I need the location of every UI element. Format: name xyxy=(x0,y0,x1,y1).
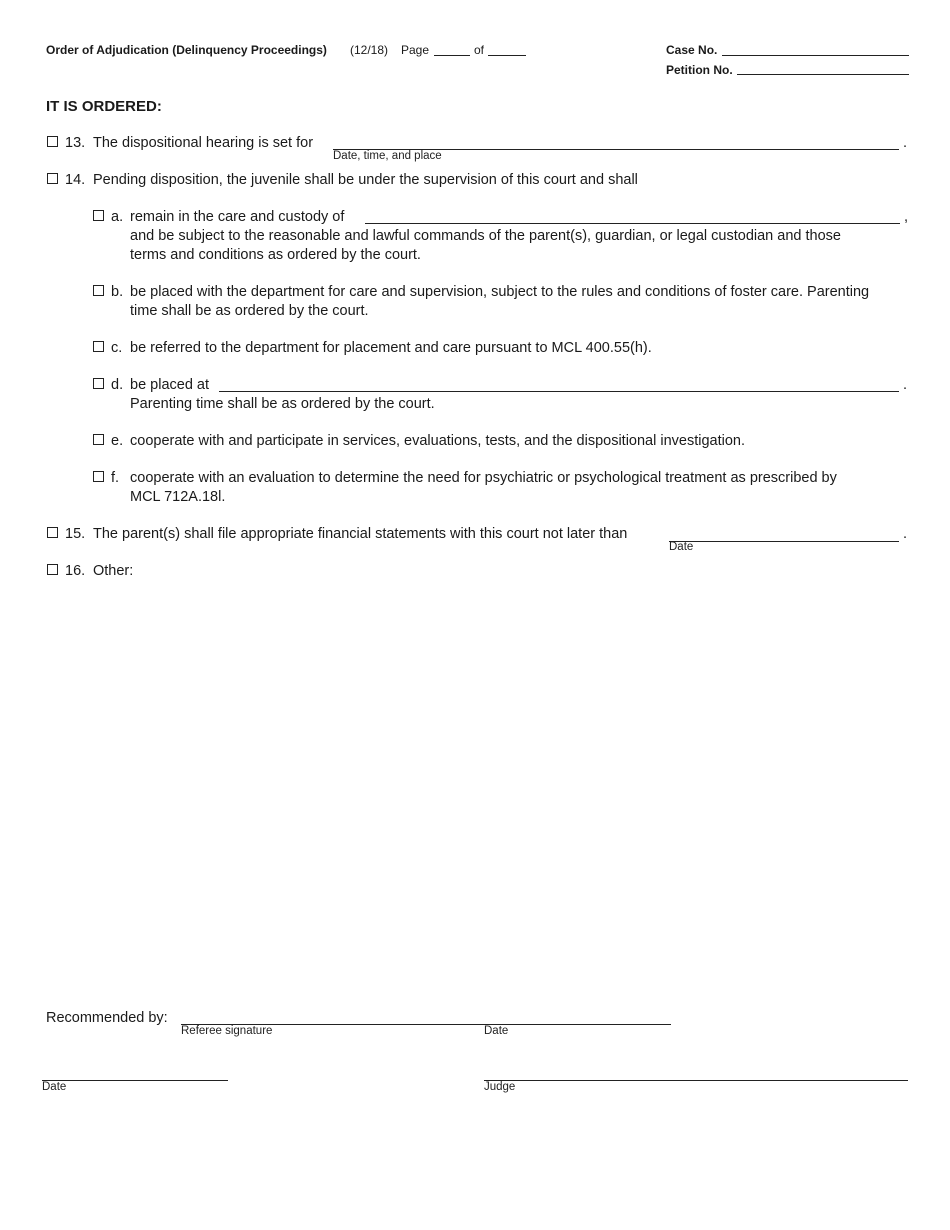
item-14e-text: cooperate with and participate in services, evaluations, tests, and the dispositional investigation. xyxy=(130,433,745,449)
judge-signature-field[interactable] xyxy=(484,1080,908,1081)
item-14c-letter: c. xyxy=(111,340,123,356)
referee-signature-caption: Referee signature xyxy=(181,1025,273,1037)
case-no-field[interactable] xyxy=(722,55,909,56)
item-14d-text: be placed at xyxy=(130,377,210,393)
form-title: Order of Adjudication (Delinquency Proceedings) xyxy=(46,43,327,57)
item-13-period: . xyxy=(903,135,908,151)
item-15-text: The parent(s) shall file appropriate financial statements with this court not later than xyxy=(93,526,628,542)
of-label: of xyxy=(474,43,485,57)
item-14d-line2: Parenting time shall be as ordered by the court. xyxy=(130,396,435,412)
item-15-number: 15. xyxy=(65,526,86,542)
item-16-text: Other: xyxy=(93,563,134,579)
referee-date-caption: Date xyxy=(484,1025,509,1037)
case-no-label: Case No. xyxy=(666,43,718,57)
item-14b-checkbox[interactable] xyxy=(93,285,104,296)
item-16-number: 16. xyxy=(65,563,86,579)
item-14a-letter: a. xyxy=(111,209,124,225)
financial-statement-date-caption: Date xyxy=(669,541,694,553)
item-14f-checkbox[interactable] xyxy=(93,471,104,482)
custody-of-field[interactable] xyxy=(365,223,900,224)
item-14-text: Pending disposition, the juvenile shall be under the supervision of this court and shall xyxy=(93,172,638,188)
item-14a-comma: , xyxy=(904,209,909,225)
item-14c-checkbox[interactable] xyxy=(93,341,104,352)
page-total-field[interactable] xyxy=(488,55,526,56)
item-16-checkbox[interactable] xyxy=(47,564,58,575)
item-14b-line1: be placed with the department for care and supervision, subject to the rules and conditions of foster care. Parenting xyxy=(130,284,870,300)
judge-date-caption: Date xyxy=(42,1081,67,1093)
item-14c-text: be referred to the department for placement and care pursuant to MCL 400.55(h). xyxy=(130,340,652,356)
item-13-number: 13. xyxy=(65,135,86,151)
item-14a-line2: and be subject to the reasonable and lawful commands of the parent(s), guardian, or legal custodian and those xyxy=(130,228,841,244)
form-revision: (12/18) xyxy=(350,43,389,57)
judge-caption: Judge xyxy=(484,1081,516,1093)
item-14a-checkbox[interactable] xyxy=(93,210,104,221)
item-14f-letter: f. xyxy=(111,470,120,486)
petition-no-field[interactable] xyxy=(737,74,909,75)
item-15-period: . xyxy=(903,526,908,542)
hearing-date-caption: Date, time, and place xyxy=(333,150,442,162)
item-14f-line2: MCL 712A.18l. xyxy=(130,489,226,505)
page-number-field[interactable] xyxy=(434,55,470,56)
item-14a-line3: terms and conditions as ordered by the court. xyxy=(130,247,421,263)
item-14d-period: . xyxy=(903,377,908,393)
petition-no-label: Petition No. xyxy=(666,63,733,77)
item-14a-text: remain in the care and custody of xyxy=(130,209,345,225)
recommended-by-label: Recommended by: xyxy=(46,1010,168,1026)
item-14e-letter: e. xyxy=(111,433,124,449)
item-14d-letter: d. xyxy=(111,377,124,393)
item-14b-line2: time shall be as ordered by the court. xyxy=(130,303,369,319)
item-14b-letter: b. xyxy=(111,284,124,300)
item-14f-line1: cooperate with an evaluation to determine the need for psychiatric or psychological treatment as prescribed by xyxy=(130,470,837,486)
item-15-checkbox[interactable] xyxy=(47,527,58,538)
item-14-number: 14. xyxy=(65,172,86,188)
item-14-checkbox[interactable] xyxy=(47,173,58,184)
item-14e-checkbox[interactable] xyxy=(93,434,104,445)
financial-statement-date-field[interactable] xyxy=(669,541,899,542)
item-14d-checkbox[interactable] xyxy=(93,378,104,389)
item-13-checkbox[interactable] xyxy=(47,136,58,147)
section-title: IT IS ORDERED: xyxy=(46,98,162,115)
item-13-text: The dispositional hearing is set for xyxy=(93,135,314,151)
judge-date-field[interactable] xyxy=(42,1080,228,1081)
page-label: Page xyxy=(401,43,430,57)
placed-at-field[interactable] xyxy=(219,391,899,392)
